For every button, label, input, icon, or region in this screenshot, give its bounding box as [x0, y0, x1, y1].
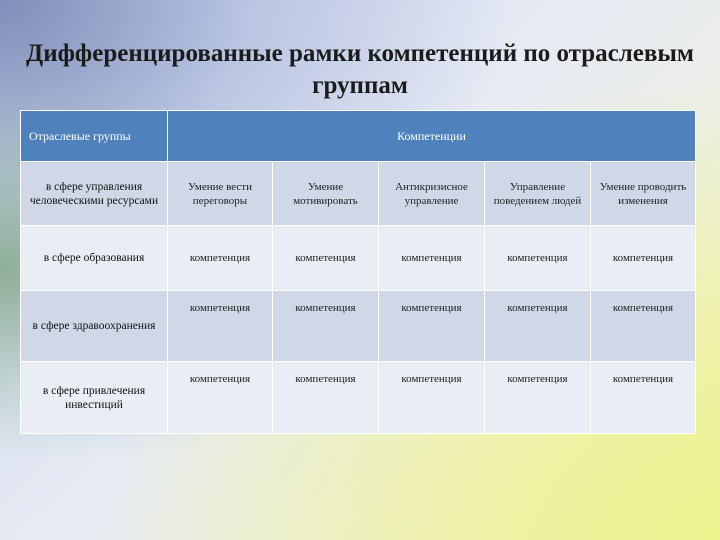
page-title: Дифференцированные рамки компетенций по отраслевым группам [26, 40, 694, 99]
table-cell: компетенция [168, 362, 273, 434]
table-cell: компетенция [485, 291, 591, 362]
table-row [21, 362, 696, 434]
table-cell: компетенция [379, 291, 485, 362]
table-cell: Антикризисное управление [379, 162, 485, 226]
row-group-label: в сфере управления человеческими ресурсами [21, 162, 168, 226]
header-industry-groups: Отраслевые группы [21, 111, 168, 162]
table-cell: компетенция [485, 226, 591, 291]
header-competencies: Компетенции [168, 111, 696, 162]
table-cell: компетенция [591, 226, 696, 291]
table-cell: Управление поведением людей [485, 162, 591, 226]
table-cell: компетенция [168, 291, 273, 362]
table-cell: Умение вести переговоры [168, 162, 273, 226]
table-cell: компетенция [485, 362, 591, 434]
row-group-label: в сфере образования [21, 226, 168, 291]
table-cell: компетенция [273, 226, 379, 291]
row-group-label: в сфере здравоохранения [21, 291, 168, 362]
competency-table [20, 110, 696, 434]
table-cell: компетенция [591, 362, 696, 434]
table-cell: компетенция [379, 362, 485, 434]
table-row [21, 162, 696, 226]
table-cell: Умение мотивировать [273, 162, 379, 226]
table-cell: Умение проводить изменения [591, 162, 696, 226]
row-group-label: в сфере привлечения инвестиций [21, 362, 168, 434]
table-cell: компетенция [273, 291, 379, 362]
table-cell: компетенция [379, 226, 485, 291]
table-cell: компетенция [168, 226, 273, 291]
table-cell: компетенция [273, 362, 379, 434]
table-row [21, 226, 696, 291]
table-cell: компетенция [591, 291, 696, 362]
table-row [21, 291, 696, 362]
table-header-row [21, 111, 696, 162]
